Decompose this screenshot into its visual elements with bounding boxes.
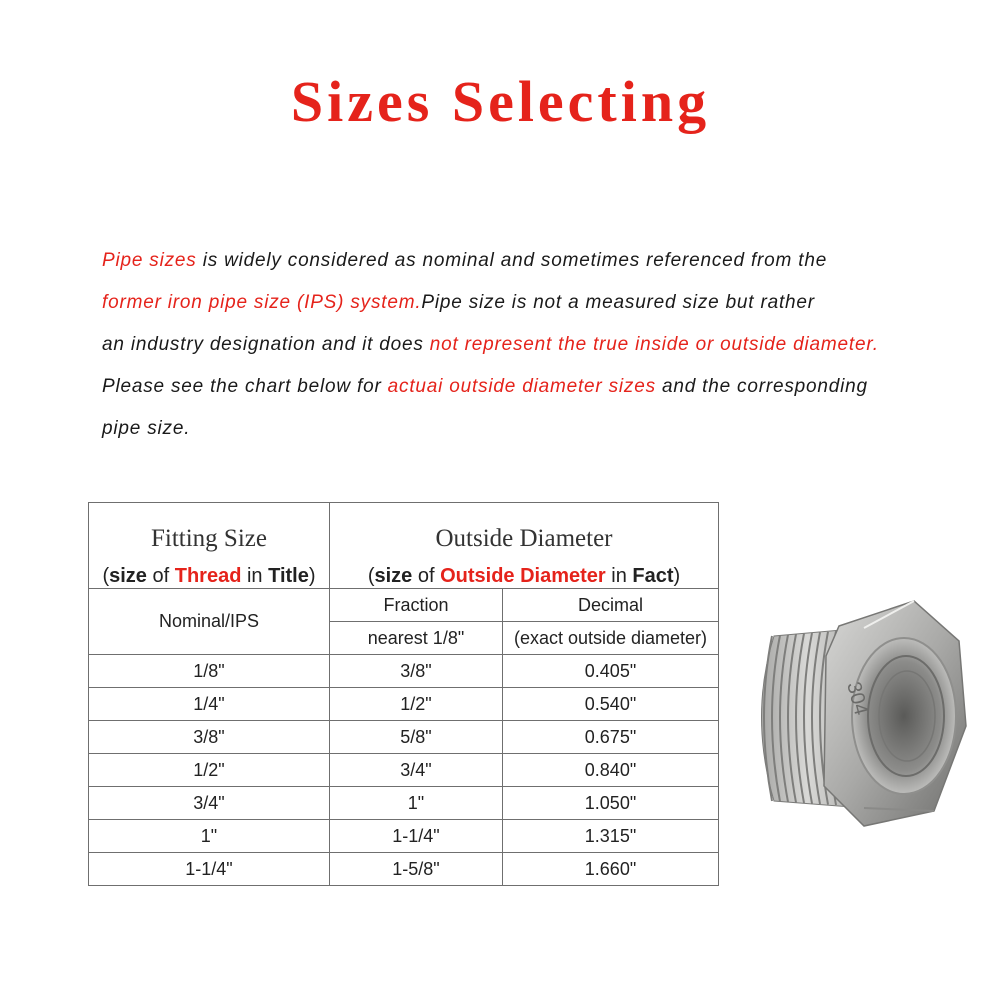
- highlight-text: actuai outside diameter sizes: [387, 376, 656, 397]
- table-row: [89, 787, 719, 820]
- body-text: is widely considered as nominal and sometimes referenced from the: [196, 250, 828, 271]
- paren: ): [308, 565, 316, 587]
- fraction-subheader: nearest 1/8": [330, 622, 503, 655]
- table-row: [89, 721, 719, 754]
- fraction-cell: 1-5/8": [330, 853, 503, 886]
- fraction-header: Fraction: [330, 589, 503, 622]
- intro-line-3: [102, 324, 942, 366]
- decimal-header: Decimal: [503, 589, 719, 622]
- decimal-cell: 1.660": [503, 853, 719, 886]
- body-text: and the corresponding: [655, 376, 868, 397]
- red-word: Thread: [174, 565, 242, 587]
- hex-bushing-image: [744, 596, 970, 836]
- page-title: Sizes Selecting: [290, 69, 711, 134]
- body-text: an industry designation and it does: [102, 334, 430, 355]
- highlight-text: not represent the true inside or outside diameter.: [429, 334, 879, 355]
- decimal-cell: 1.050": [503, 787, 719, 820]
- nominal-cell: 1/4": [89, 688, 330, 721]
- nominal-cell: 3/4": [89, 787, 330, 820]
- body-text: Pipe size is not a measured size but rather: [421, 292, 815, 313]
- bold-word: Fact: [632, 565, 674, 587]
- fraction-cell: 5/8": [330, 721, 503, 754]
- nominal-cell: 1/8": [89, 655, 330, 688]
- fraction-cell: 1/2": [330, 688, 503, 721]
- intro-line-4: [102, 366, 942, 408]
- decimal-cell: 0.675": [503, 721, 719, 754]
- nominal-cell: 1": [89, 820, 330, 853]
- decimal-cell: 0.840": [503, 754, 719, 787]
- table-row: [89, 655, 719, 688]
- fitting-size-header: [89, 503, 330, 589]
- fraction-cell: 1": [330, 787, 503, 820]
- table-header-row: [89, 503, 719, 589]
- intro-line-2: [102, 282, 942, 324]
- decimal-cell: 1.315": [503, 820, 719, 853]
- nominal-cell: 1/2": [89, 754, 330, 787]
- outside-diameter-subtitle: [330, 565, 718, 588]
- nominal-ips-header: Nominal/IPS: [89, 589, 330, 655]
- table-row: [89, 820, 719, 853]
- table-subheader-row: [89, 589, 719, 622]
- paren: (: [102, 565, 110, 587]
- nominal-cell: 3/8": [89, 721, 330, 754]
- bold-word: size: [374, 565, 413, 587]
- paren: ): [673, 565, 681, 587]
- bold-word: Title: [268, 565, 309, 587]
- decimal-cell: 0.405": [503, 655, 719, 688]
- intro-line-1: [102, 240, 942, 282]
- connector: of: [412, 565, 441, 587]
- outside-diameter-header: [330, 503, 719, 589]
- body-text: pipe size.: [102, 418, 191, 439]
- intro-paragraph: [102, 240, 942, 450]
- fraction-cell: 1-1/4": [330, 820, 503, 853]
- table-row: [89, 853, 719, 886]
- size-chart-table: [88, 502, 719, 886]
- connector: in: [241, 565, 269, 587]
- decimal-subheader: (exact outside diameter): [503, 622, 719, 655]
- nominal-cell: 1-1/4": [89, 853, 330, 886]
- connector: in: [605, 565, 633, 587]
- fitting-size-title: Fitting Size: [151, 525, 267, 552]
- outside-diameter-title: Outside Diameter: [435, 525, 613, 552]
- connector: of: [146, 565, 175, 587]
- red-word: Outside Diameter: [440, 565, 606, 587]
- bold-word: size: [109, 565, 147, 587]
- fitting-size-subtitle: [89, 565, 329, 588]
- body-text: Please see the chart below for: [102, 376, 388, 397]
- intro-line-5: [102, 408, 942, 450]
- fraction-cell: 3/8": [330, 655, 503, 688]
- highlight-text: former iron pipe size (IPS) system.: [102, 292, 422, 313]
- table-row: [89, 754, 719, 787]
- paren: (: [367, 565, 375, 587]
- table-row: [89, 688, 719, 721]
- fraction-cell: 3/4": [330, 754, 503, 787]
- material-stamp: 304: [842, 679, 873, 718]
- highlight-text: Pipe sizes: [102, 250, 197, 271]
- decimal-cell: 0.540": [503, 688, 719, 721]
